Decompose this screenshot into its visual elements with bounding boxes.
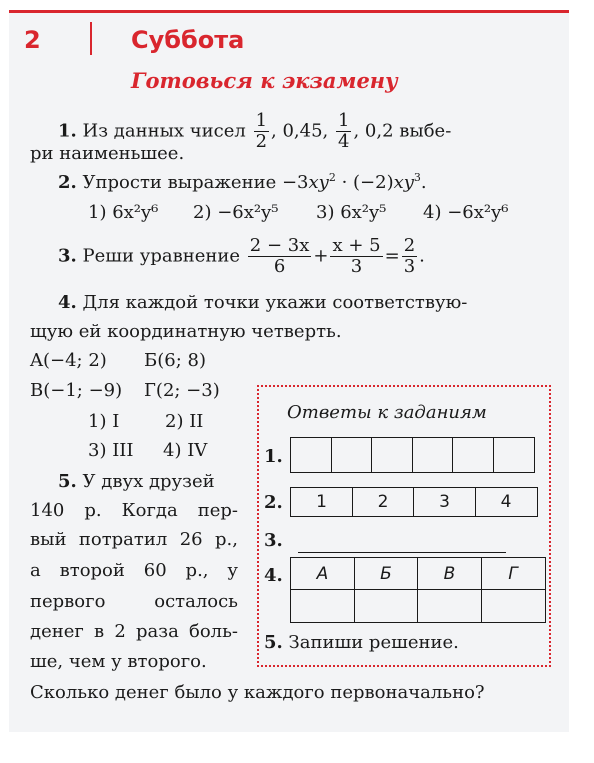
task-2-option-2: 2) −6x²y⁵: [193, 202, 279, 223]
page-title: Суббота: [131, 26, 245, 54]
answer-grid-4-header: [290, 557, 546, 591]
answer-1-cell[interactable]: [290, 437, 332, 473]
task-4-option-1: 1) I: [88, 411, 120, 432]
task-2-number: 2.: [58, 172, 77, 193]
answers-box: [257, 385, 551, 667]
task-3: 3. Реши уравнение $\frac{2 - 3x}{6}$ + $\frac{x + 5}{3}$ = $\frac{2}{3}$ .: [58, 235, 425, 277]
answer-4-cell[interactable]: [354, 589, 419, 623]
point-v: В(−1; −9): [30, 380, 123, 401]
fraction-1-4: $\frac{1}{4}$: [338, 110, 350, 152]
task-1-tail: , 0,2 выбе-: [353, 120, 452, 142]
task-2-expression: $-3xy^2 \cdot (-2)xy^3$.: [281, 171, 427, 193]
task-5-number: 5.: [58, 471, 77, 492]
answer-1-cell[interactable]: [452, 437, 494, 473]
task-3-number: 3.: [58, 245, 77, 267]
task-2: [58, 172, 427, 194]
answer-3-line[interactable]: [298, 552, 506, 553]
answer-1-cell[interactable]: [331, 437, 373, 473]
answer-4-header-cell: Г: [481, 557, 546, 591]
answer-2-cell[interactable]: 1: [290, 487, 353, 517]
fraction-2-3x-6: $\frac{2 - 3x}{6}$: [249, 235, 310, 277]
task-5-line-3: вый потратил 26 р.,: [30, 529, 238, 550]
task-5-line-1: У двух друзей: [82, 471, 215, 492]
point-a: A(−4; 2): [30, 350, 107, 371]
answer-2-cell[interactable]: 2: [352, 487, 415, 517]
answers-title: Ответы к заданиям: [287, 402, 487, 423]
task-4-option-2: 2) II: [165, 411, 204, 432]
task-4-option-4: 4) IV: [163, 440, 208, 461]
task-5-line-4: а второй 60 р., у: [30, 560, 238, 581]
task-2-option-4: 4) −6x²y⁶: [423, 202, 509, 223]
answer-label-2: 2.: [264, 492, 283, 513]
task-4-option-3: 3) III: [88, 440, 134, 461]
task-1-number: 1.: [58, 120, 77, 142]
task-5-line-2: 140 р. Когда пер-: [30, 500, 238, 521]
answer-grid-1: [290, 437, 535, 473]
task-4-number: 4.: [58, 292, 77, 313]
answer-2-cell[interactable]: 4: [475, 487, 538, 517]
point-b: Б(6; 8): [144, 350, 206, 371]
task-2-text: Упрости выражение: [82, 172, 277, 193]
answer-label-3: 3.: [264, 530, 283, 551]
task-2-option-3: 3) 6x²y⁵: [316, 202, 387, 223]
page-number: 2: [24, 26, 41, 54]
answer-label-4: 4.: [264, 565, 283, 586]
task-1-line-2: ри наименьшее.: [30, 143, 185, 164]
task-5: [58, 471, 215, 493]
task-4-line-1: Для каждой точки укажи соответствую-: [82, 292, 468, 313]
answer-4-cell[interactable]: [290, 589, 355, 623]
answer-1-cell[interactable]: [493, 437, 535, 473]
page-subtitle: Готовься к экзамену: [131, 68, 398, 93]
fraction-x5-3: $\frac{x + 5}{3}$: [332, 235, 381, 277]
answer-grid-4: [290, 589, 546, 623]
task-1-mid: , 0,45,: [271, 120, 329, 142]
task-3-text: Реши уравнение: [82, 245, 241, 267]
answer-4-header-cell: Б: [354, 557, 419, 591]
header-divider: [90, 22, 92, 55]
answer-4-header-cell: В: [417, 557, 482, 591]
task-4: [58, 292, 467, 314]
point-g: Г(2; −3): [144, 380, 220, 401]
fraction-2-3: $\frac{2}{3}$: [403, 235, 416, 277]
answer-5-text: Запиши решение.: [288, 632, 459, 653]
task-5-line-7: ше, чем у второго.: [30, 651, 207, 672]
answer-5: [264, 632, 459, 654]
answer-1-cell[interactable]: [371, 437, 413, 473]
task-5-line-6: денег в 2 раза боль-: [30, 621, 238, 642]
answer-grid-2: [290, 487, 538, 517]
answer-2-cell[interactable]: 3: [413, 487, 476, 517]
answer-1-cell[interactable]: [412, 437, 454, 473]
task-5-line-5: первого осталось: [30, 591, 238, 612]
task-1-text: Из данных чисел: [82, 120, 246, 142]
answer-4-cell[interactable]: [481, 589, 546, 623]
answer-label-1: 1.: [264, 446, 283, 467]
task-2-option-1: 1) 6x²y⁶: [88, 202, 159, 223]
answer-4-cell[interactable]: [417, 589, 482, 623]
header-top-line: [9, 10, 569, 13]
task-4-line-2: щую ей координатную четверть.: [30, 321, 342, 342]
task-5-line-8: Сколько денег было у каждого первоначально?: [30, 682, 485, 703]
answer-label-5: 5.: [264, 632, 283, 653]
fraction-1-2: $\frac{1}{2}$: [255, 110, 268, 152]
answer-4-header-cell: А: [290, 557, 355, 591]
